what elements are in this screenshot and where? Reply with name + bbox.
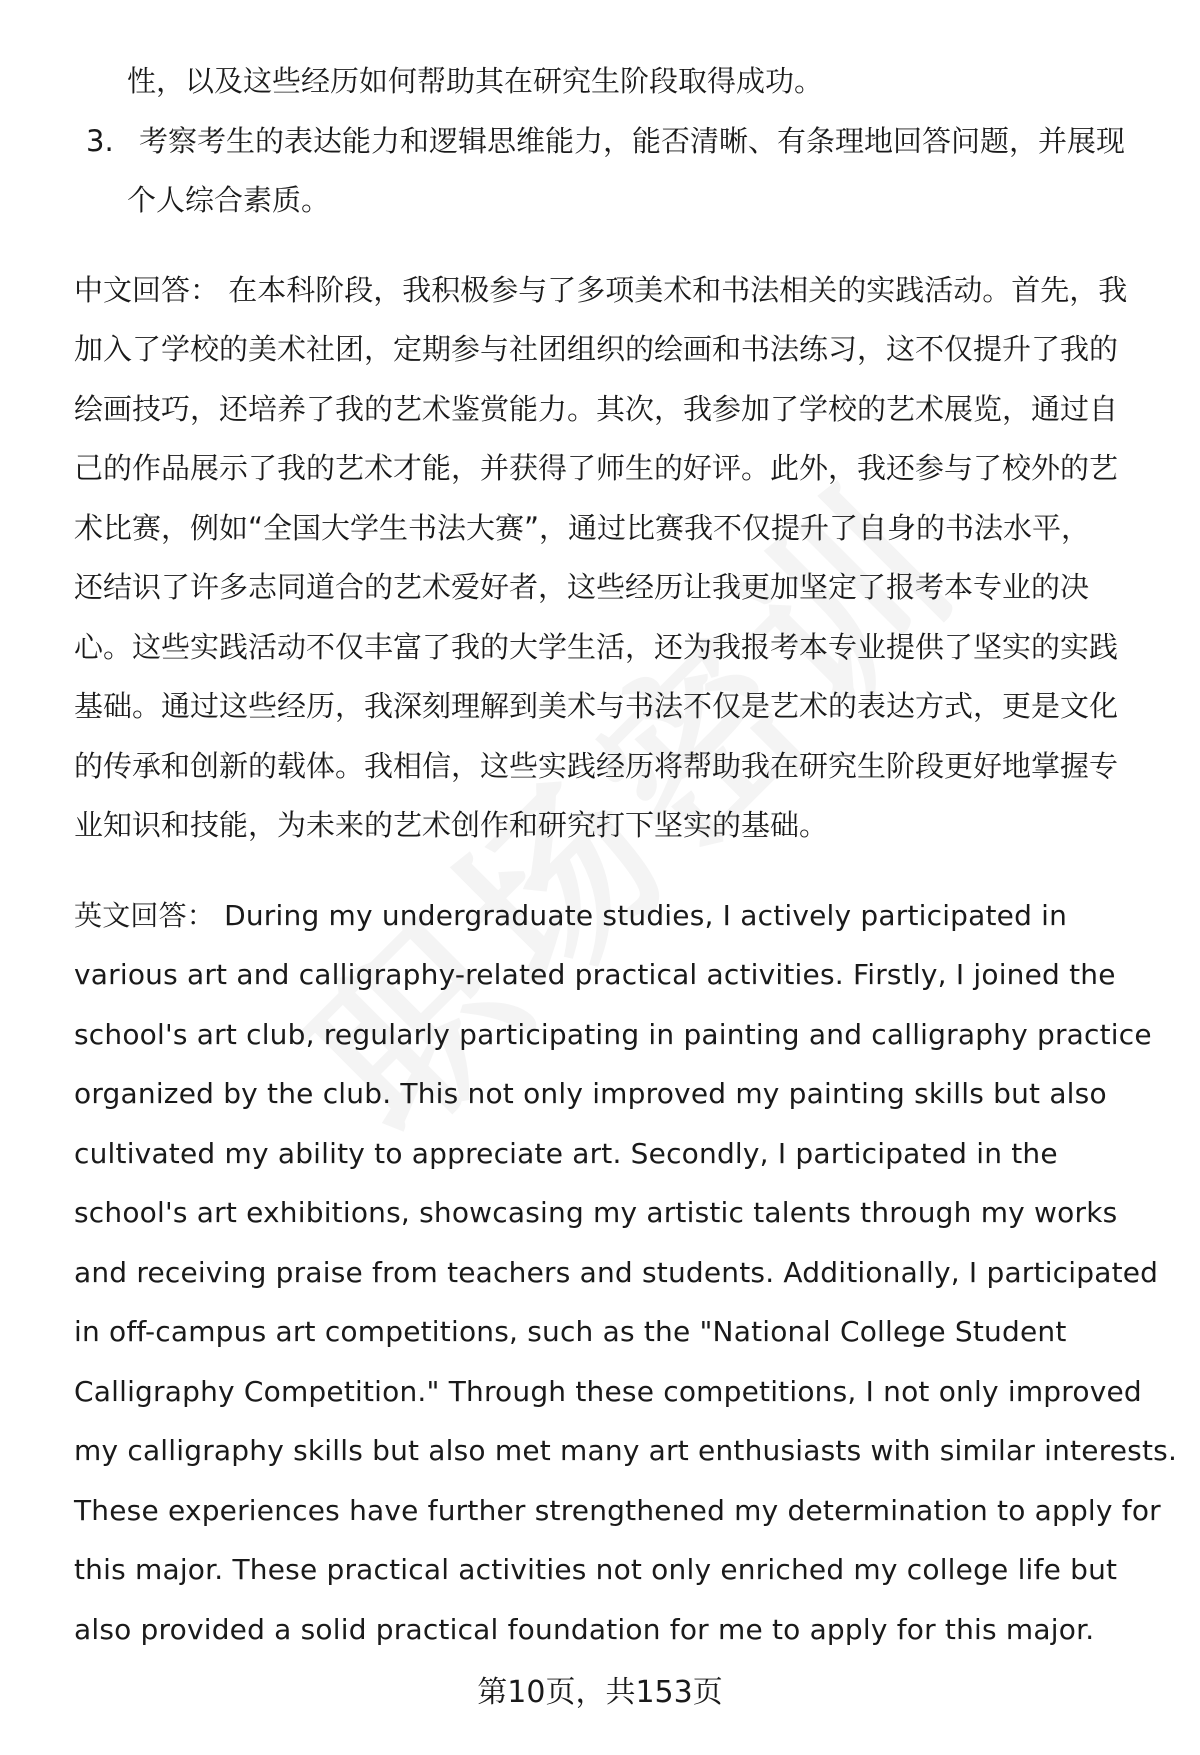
chinese-answer-line: 业知识和技能，为未来的艺术创作和研究打下坚实的基础。 xyxy=(74,808,829,842)
list-item-2-continuation: 性，以及这些经历如何帮助其在研究生阶段取得成功。 xyxy=(127,64,824,98)
english-answer-paragraph xyxy=(74,886,1178,1660)
chinese-answer-line: 中文回答： 在本科阶段，我积极参与了多项美术和书法相关的实践活动。首先，我 xyxy=(74,272,1128,307)
chinese-answer-line: 基础。通过这些经历，我深刻理解到美术与书法不仅是艺术的表达方式，更是文化 xyxy=(74,689,1119,723)
page-number-footer: 第10页，共153页 xyxy=(477,1675,723,1710)
list-item-3-text: 考察考生的表达能力和逻辑思维能力，能否清晰、有条理地回答问题，并展现 xyxy=(139,123,1126,158)
english-answer-line: 英文回答： During my undergraduate studies, I actively participated in xyxy=(74,898,1068,932)
english-answer-line: school's art club, regularly participating in painting and calligraphy practice xyxy=(74,1017,1152,1051)
english-answer-line: These experiences have further strengthened my determination to apply for xyxy=(74,1493,1161,1527)
english-answer-line: my calligraphy skills but also met many art enthusiasts with similar interests. xyxy=(74,1434,1178,1467)
chinese-answer-line: 术比赛，例如“全国大学生书法大赛”，通过比赛我不仅提升了自身的书法水平， xyxy=(74,510,1091,545)
english-answer-line: and receiving praise from teachers and students. Additionally, I participated xyxy=(74,1255,1159,1289)
english-answer-line: cultivated my ability to appreciate art. Secondly, I participated in the xyxy=(74,1136,1058,1170)
english-answer-line: in off-campus art competitions, such as the "National College Student xyxy=(74,1315,1067,1348)
english-answer-line: also provided a solid practical foundation for me to apply for this major. xyxy=(74,1612,1095,1646)
list-item-3-number: 3. xyxy=(86,123,114,158)
chinese-answer-line: 绘画技巧，还培养了我的艺术鉴赏能力。其次，我参加了学校的艺术展览，通过自 xyxy=(74,391,1119,426)
chinese-answer-line: 的传承和创新的载体。我相信，这些实践经历将帮助我在研究生阶段更好地掌握专 xyxy=(74,748,1119,783)
english-answer-line: Calligraphy Competition." Through these competitions, I not only improved xyxy=(74,1374,1142,1408)
chinese-answer-paragraph xyxy=(74,261,1154,856)
english-answer-line: various art and calligraphy-related practical activities. Firstly, I joined the xyxy=(74,958,1116,991)
page-content xyxy=(74,52,1178,1659)
chinese-answer-line: 还结识了许多志同道合的艺术爱好者，这些经历让我更加坚定了报考本专业的决 xyxy=(74,570,1090,604)
list-item-3 xyxy=(74,112,1154,172)
chinese-answer-line: 加入了学校的美术社团，定期参与社团组织的绘画和书法练习，这不仅提升了我的 xyxy=(74,332,1119,366)
chinese-answer-line: 心。这些实践活动不仅丰富了我的大学生活，还为我报考本专业提供了坚实的实践 xyxy=(74,629,1119,664)
english-answer-line: school's art exhibitions, showcasing my artistic talents through my works xyxy=(74,1196,1118,1229)
english-answer-line: this major. These practical activities not only enriched my college life but xyxy=(74,1553,1118,1586)
list-item-3-continuation: 个人综合素质。 xyxy=(127,183,331,217)
english-answer-line: organized by the club. This not only improved my painting skills but also xyxy=(74,1077,1107,1110)
chinese-answer-line: 己的作品展示了我的艺术才能，并获得了师生的好评。此外，我还参与了校外的艺 xyxy=(74,451,1119,485)
